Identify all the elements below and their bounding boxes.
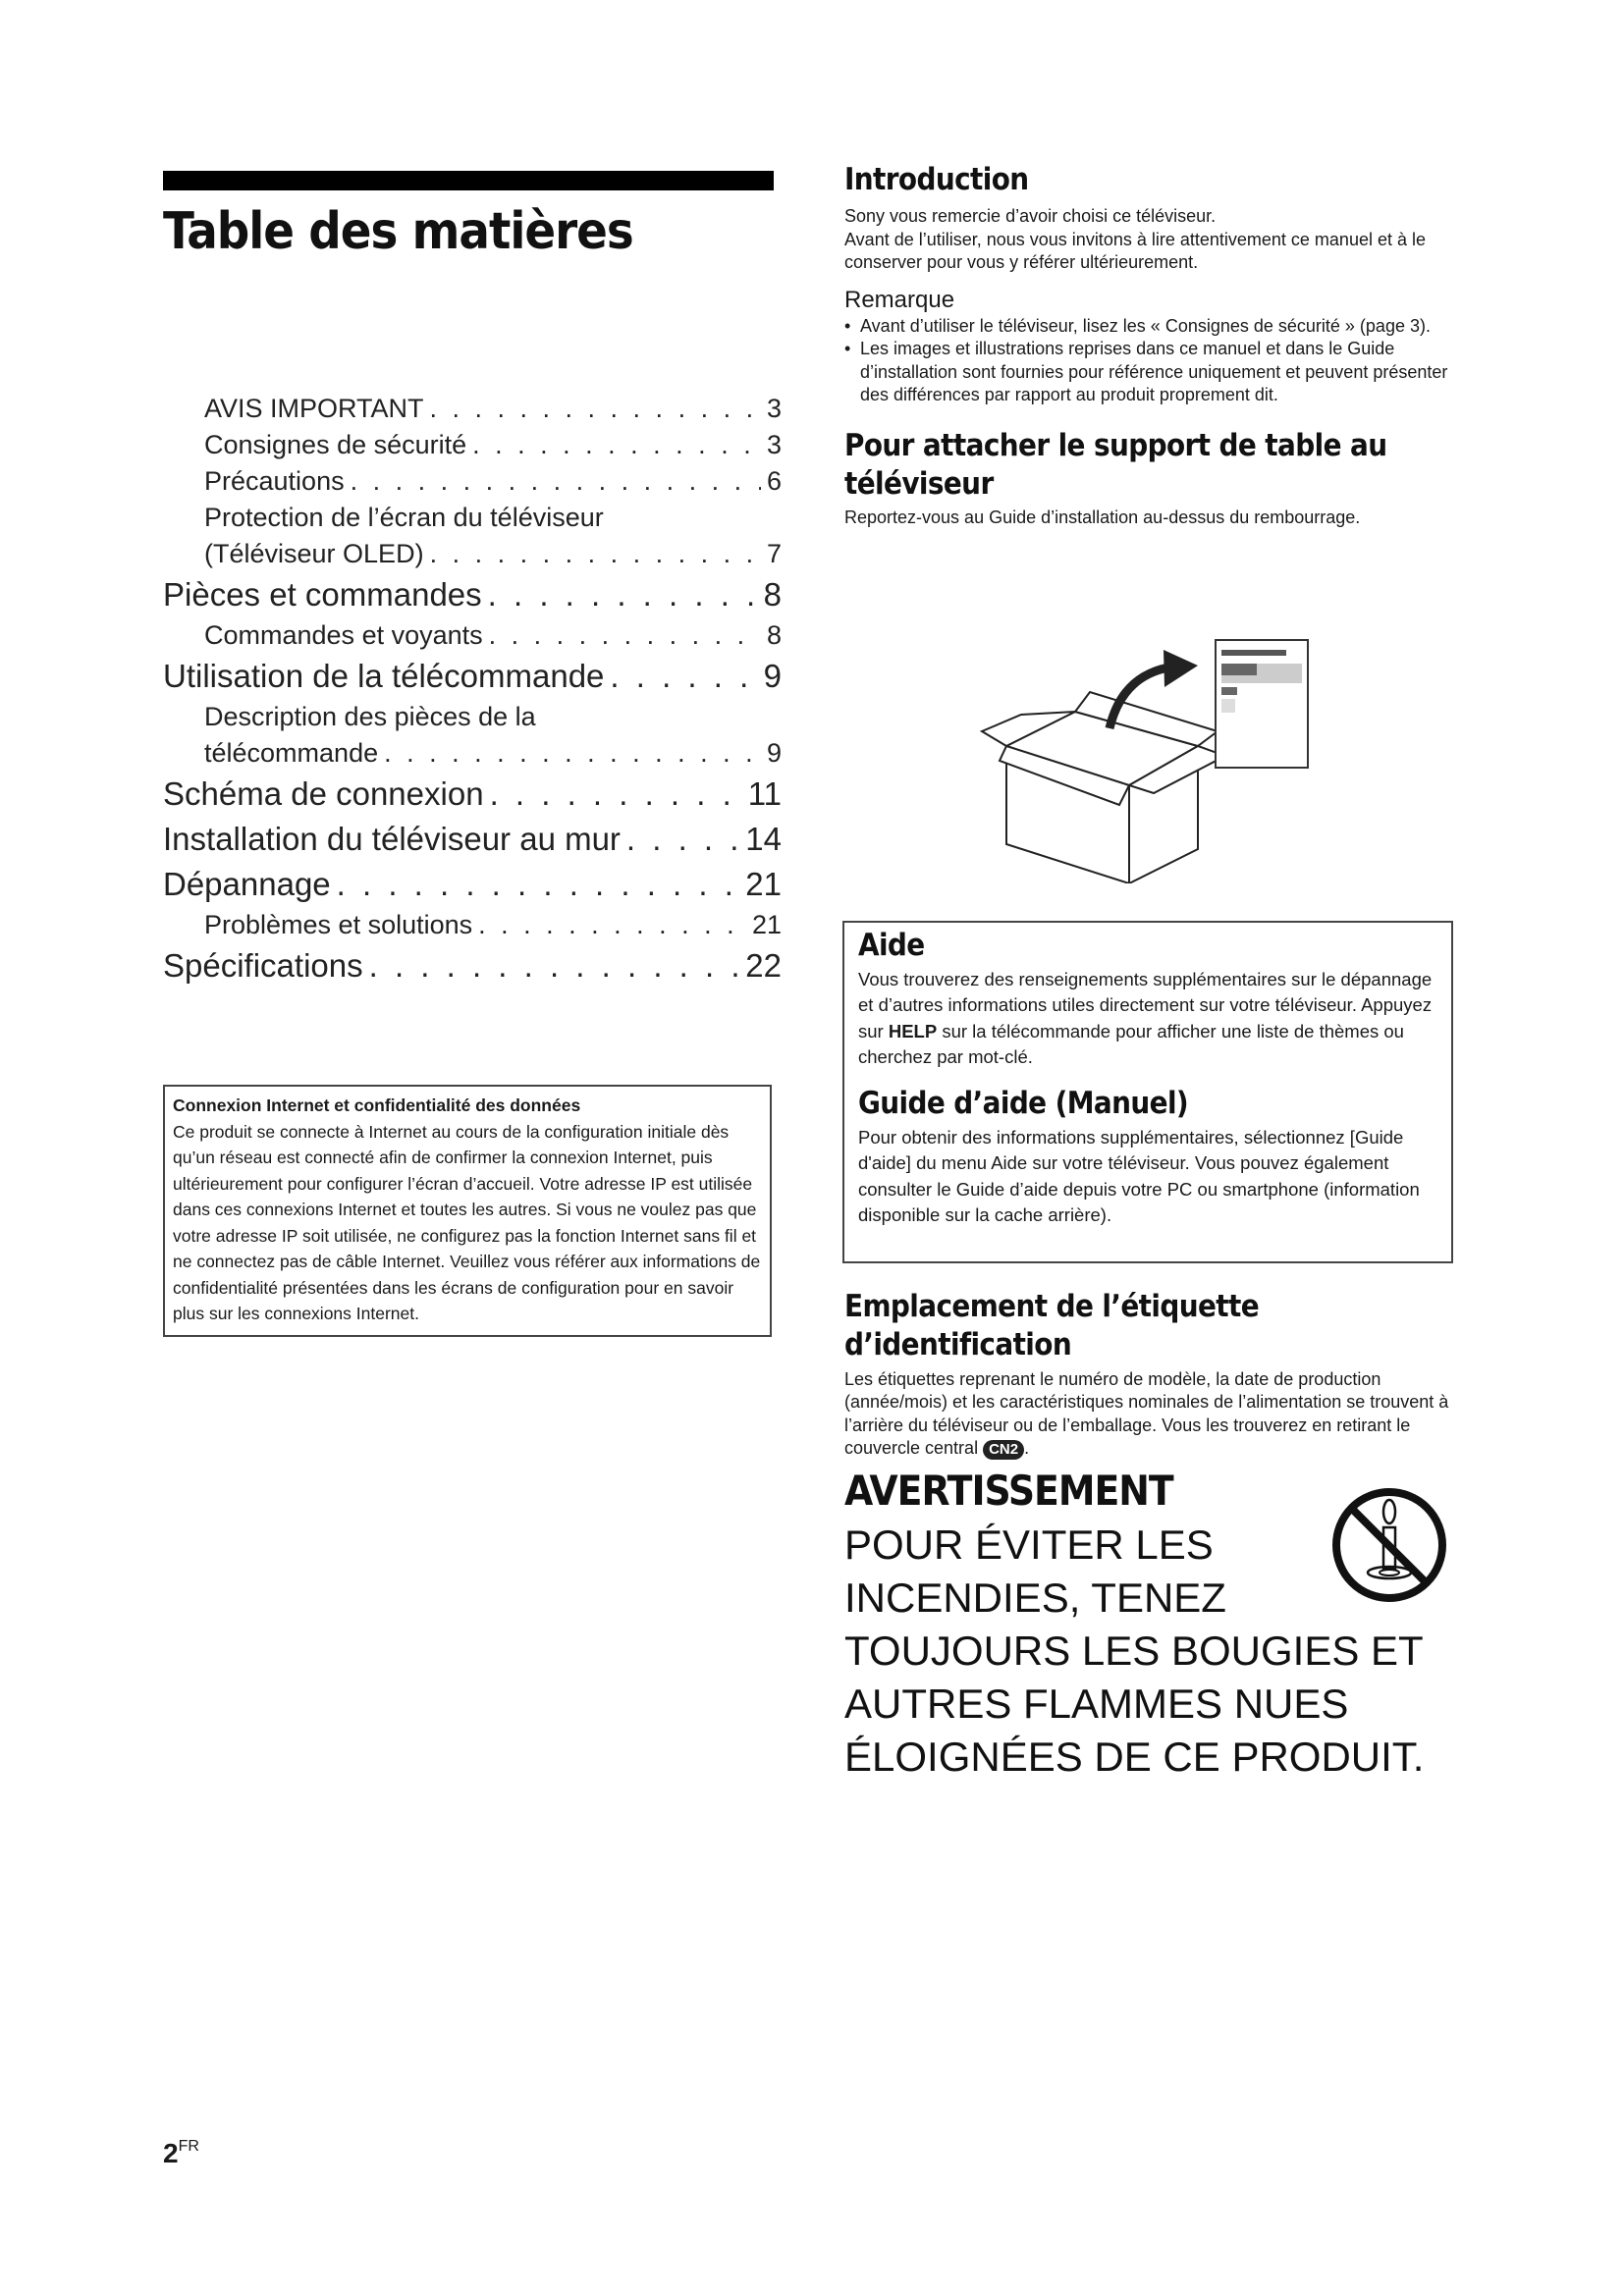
privacy-title: Connexion Internet et confidentialité des données	[173, 1095, 581, 1115]
toc-entry[interactable]: Précautions . . . 6	[163, 463, 782, 500]
emplacement-text: Les étiquettes reprenant le numéro de modèle, la date de production (année/mois) et les caractéristiques nominales de l’alimentation se trouvent à l’arrière du téléviseur ou de l’emballage. Vous les trouverez en retirant le couvercle central CN2 .	[844, 1368, 1449, 1458]
packing-box-illustration	[972, 638, 1326, 883]
warning-line: POUR ÉVITER LES	[844, 1521, 1214, 1568]
remarque-item: • Avant d’utiliser le téléviseur, lisez les « Consignes de sécurité » (page 3).	[844, 315, 1463, 339]
toc-entry-wrap[interactable]: Protection de l’écran du téléviseur	[204, 503, 604, 532]
title-bar	[163, 171, 774, 190]
toc-entry[interactable]: AVIS IMPORTANT . . . 3	[163, 391, 782, 427]
page-number: $2^{FR}$	[163, 2138, 199, 2168]
stand-text: Reportez-vous au Guide d’installation au-dessus du rembourrage.	[844, 507, 1361, 528]
privacy-text: Ce produit se connecte à Internet au cours de la configuration initiale dès qu’un réseau est connecté afin de confirmer la connexion Internet, puis ultérieurement pour configurer l’écran d’accueil. Votre adresse IP est utilisée dans ces connexions Internet et toutes les autres. Si vous ne voulez pas que votre adresse IP soit utilisée, ne configurez pas la fonction Internet sans fil et ne connectez pas de câble Internet. Veuillez vous référer aux informations de confidentialité présentées dans les écrans de configuration pour en savoir plus sur les connexions Internet.	[173, 1121, 761, 1323]
toc-entry[interactable]: télécommande . . . 9	[163, 735, 782, 772]
warning-line: AUTRES FLAMMES NUES	[844, 1680, 1349, 1727]
emplacement-section	[844, 1288, 1463, 1461]
toc-entry[interactable]: Utilisation de la télécommande . . . 9	[163, 654, 782, 699]
right-column	[844, 161, 1463, 529]
remarque-item: • Les images et illustrations reprises dans ce manuel et dans le Guide d’installation sont fournies pour référence uniquement et peuvent présenter des différences par rapport au produit proprement dit.	[844, 338, 1463, 407]
guide-heading: Guide d’aide (Manuel)	[858, 1085, 1189, 1121]
no-candle-icon	[1329, 1484, 1449, 1610]
warning-line: ÉLOIGNÉES DE CE PRODUIT.	[844, 1733, 1425, 1780]
privacy-notice-box	[163, 1085, 772, 1337]
toc-header	[163, 171, 774, 260]
remarque-heading: Remarque	[844, 286, 955, 313]
toc-entry[interactable]: Pièces et commandes . . . 8	[163, 572, 782, 617]
aide-box	[842, 921, 1453, 1263]
table-of-contents	[163, 391, 782, 988]
remarque-list	[844, 315, 1463, 407]
toc-entry[interactable]: Consignes de sécurité . . . 3	[163, 427, 782, 463]
intro-line-1: Sony vous remercie d’avoir choisi ce téléviseur.	[844, 205, 1217, 226]
toc-entry[interactable]: Schéma de connexion . . . 11	[163, 772, 782, 817]
cn2-badge: CN2	[983, 1440, 1024, 1460]
aide-text: Vous trouverez des renseignements supplémentaires sur le dépannage et d’autres informations utiles directement sur votre téléviseur. Appuyez sur HELP sur la télécommande pour afficher une liste de thèmes ou cherchez par mot-clé.	[858, 968, 1433, 1068]
warning-line: TOUJOURS LES BOUGIES ET	[844, 1627, 1424, 1674]
toc-entry[interactable]: Installation du téléviseur au mur . . . 14	[163, 817, 782, 862]
toc-entry[interactable]: Spécifications . . . 22	[163, 943, 782, 988]
help-key: HELP	[888, 1020, 938, 1041]
toc-title: Table des matières	[163, 202, 633, 261]
introduction-heading: Introduction	[844, 162, 1029, 197]
warning-line: INCENDIES, TENEZ	[844, 1574, 1226, 1621]
emplacement-heading: Emplacement de l’étiquette d’identification	[844, 1289, 1260, 1362]
toc-entry-wrap[interactable]: Description des pièces de la	[204, 702, 536, 731]
intro-line-2: Avant de l’utiliser, nous vous invitons à lire attentivement ce manuel et à le conserver pour vous y référer ultérieurement.	[844, 229, 1426, 272]
stand-heading: Pour attacher le support de table au téléviseur	[844, 427, 1387, 502]
toc-entry[interactable]: Problèmes et solutions . . . 21	[163, 907, 782, 943]
guide-text: Pour obtenir des informations supplémentaires, sélectionnez [Guide d'aide] du menu Aide sur votre téléviseur. Vous pouvez également consulter le Guide d’aide depuis votre PC ou smartphone (information disponible sur la cache arrière).	[858, 1126, 1420, 1225]
toc-entry[interactable]: Commandes et voyants . . . 8	[163, 617, 782, 654]
toc-entry[interactable]: (Téléviseur OLED) . . . 7	[163, 536, 782, 572]
warning-heading: AVERTISSEMENT	[844, 1467, 1173, 1515]
toc-entry[interactable]: Dépannage . . . 21	[163, 862, 782, 907]
aide-heading: Aide	[858, 928, 925, 963]
